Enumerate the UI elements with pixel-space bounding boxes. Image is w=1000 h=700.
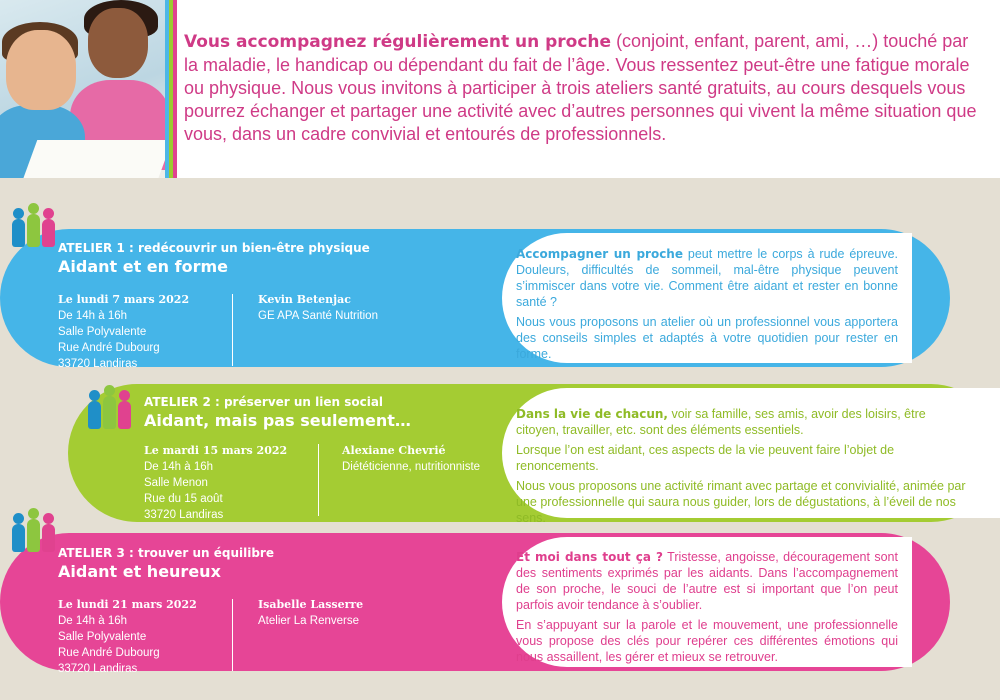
atelier-2-desc-1: voir sa famille, ses amis, avoir des loisirs, être citoyen, travailler, etc. sont des éléments essentiels. [516,407,926,437]
photo-child-face [6,30,76,110]
people-icon [12,203,56,247]
atelier-2-label: ATELIER 2 : préserver un lien social [144,395,384,409]
atelier-2-date: Le mardi 15 mars 2022 [144,444,288,457]
atelier-3-details [58,597,197,677]
atelier-1-description [516,246,898,366]
people-icon [88,385,132,429]
atelier-3-desc-lead: Et moi dans tout ça ? [516,550,663,564]
divider [318,444,319,516]
atelier-1-details [58,292,189,372]
divider [232,599,233,671]
atelier-1-title: Aidant et en forme [58,257,228,276]
atelier-3-speaker-name: Isabelle Lasserre [258,598,364,611]
atelier-2-desc-2: Lorsque l’on est aidant, ces aspects de la vie peuvent faire l’objet de renoncements. [516,443,895,473]
intro-section [0,0,1000,178]
atelier-1-desc-lead: Accompagner un proche [516,247,683,261]
intro-paragraph [184,30,984,146]
photo-book [23,140,165,178]
atelier-3-header [58,546,274,581]
atelier-3-city: 33720 Landiras [58,663,138,675]
atelier-2-speaker [342,443,480,475]
divider [232,294,233,366]
atelier-3-street: Rue André Dubourg [58,647,160,659]
atelier-3-description [516,549,898,669]
people-icon [12,508,56,552]
atelier-1-time: De 14h à 16h [58,310,128,322]
atelier-2-title: Aidant, mais pas seulement… [144,411,411,430]
atelier-2-desc-lead: Dans la vie de chacun, [516,407,668,421]
atelier-3-speaker-role: Atelier La Renverse [258,615,359,627]
atelier-2-speaker-name: Alexiane Chevrié [342,444,446,457]
atelier-2-place: Salle Menon [144,477,208,489]
photo-adult-face [88,8,148,78]
accent-bar-pink [173,0,177,178]
atelier-1-header [58,241,370,276]
atelier-2-header [144,395,411,430]
atelier-1-place: Salle Polyvalente [58,326,147,338]
atelier-1-city: 33720 Landiras [58,358,138,370]
atelier-2-time: De 14h à 16h [144,461,214,473]
intro-lead: Vous accompagnez régulièrement un proche [184,32,612,52]
atelier-2-speaker-role: Diététicienne, nutritionniste [342,461,481,473]
atelier-1-desc-2: Nous vous proposons un atelier où un professionnel vous apportera des conseils simples et adaptés à votre quotidien pour rester en forme. [516,315,898,361]
atelier-3-date: Le lundi 21 mars 2022 [58,598,197,611]
atelier-1-date: Le lundi 7 mars 2022 [58,293,190,306]
atelier-3-time: De 14h à 16h [58,615,128,627]
atelier-1-street: Rue André Dubourg [58,342,160,354]
atelier-3-place: Salle Polyvalente [58,631,147,643]
intro-text: (conjoint, enfant, parent, ami, …) touché par la maladie, le handicap ou dépendant du fait de l’âge. Vous ressentez peut-être une fatigue morale ou physique. Nous vous invitons à participer à trois ateliers santé gratuits, au cours desquels vous pourrez échanger et partager une activité avec d’autres personnes qui vivent la même situation que vous, dans un cadre convivial et entourés de professionnels. [184,31,977,144]
family-photo [0,0,165,178]
atelier-3-desc-1: Tristesse, angoisse, découragement sont des sentiments exprimés par les aidants. Dans l’accompagnement de son proche, le souci de l’autre est si important que l’on peut parfois avoir tendance à s’oublier. [516,550,898,612]
atelier-2-street: Rue du 15 août [144,493,223,505]
atelier-3-desc-2: En s’appuyant sur la parole et le mouvement, une professionnelle vous propose des clés pour repérer ces différentes émotions qui nous assaillent, les gérer et mieux se retrouver. [516,618,898,664]
atelier-1-speaker [258,292,378,324]
atelier-1-speaker-name: Kevin Betenjac [258,293,351,306]
atelier-3-title: Aidant et heureux [58,562,221,581]
atelier-1-label: ATELIER 1 : redécouvrir un bien-être physique [58,241,370,255]
atelier-3-speaker [258,597,363,629]
atelier-1-desc-1: peut mettre le corps à rude épreuve. Douleurs, difficultés de sommeil, mal-être physique peuvent s’immiscer dans votre vie. Comment être aidant et rester en bonne santé ? [516,247,898,309]
atelier-2-details [144,443,287,523]
atelier-3-label: ATELIER 3 : trouver un équilibre [58,546,274,560]
atelier-2-description [516,406,966,530]
atelier-1-speaker-role: GE APA Santé Nutrition [258,310,378,322]
atelier-2-city: 33720 Landiras [144,509,224,521]
atelier-2-desc-3: Nous vous proposons une activité rimant avec partage et convivialité, animée par une professionnelle qui saura nous guider, lors de dégustations, à l’éveil de nos sens. [516,479,966,525]
